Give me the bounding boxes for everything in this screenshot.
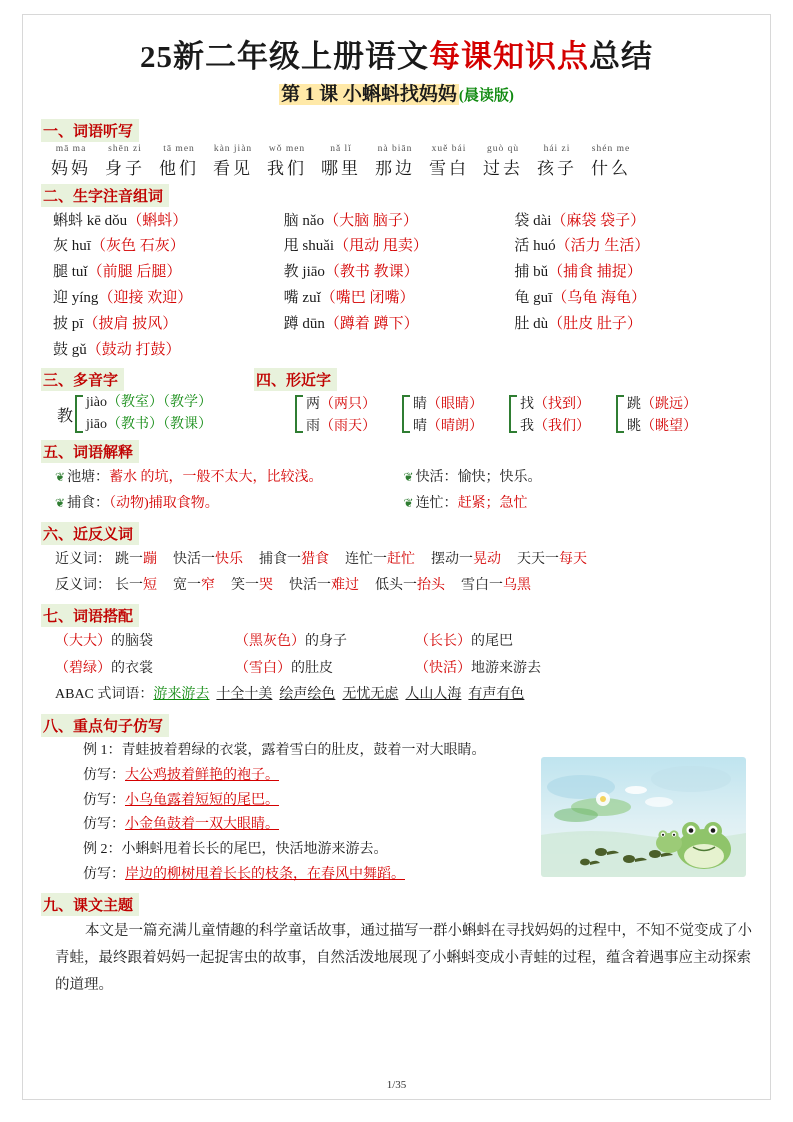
char-words: （肚皮 肚子） [548,315,642,332]
synonyms-row [55,547,752,573]
explanations-left [55,465,404,517]
explanation-word: 快活： [415,470,458,486]
new-character-item [284,234,515,260]
brace-icon [75,395,83,433]
new-character-item [514,260,745,286]
char-words: （灰色 石灰） [90,238,185,255]
word-hanzi: 妈妈 [51,158,91,178]
char: 鼓 [53,341,69,358]
dictation-word [213,144,253,179]
imitation-text: 大公鸡披着鲜艳的袍子。 [125,767,279,783]
word-hanzi: 孩子 [537,158,577,178]
char-pinyin: huī [71,238,91,255]
char-pinyin: dài [533,212,552,229]
tadpole-frog-illustration [541,757,746,877]
word-pair: 长一短 [115,578,157,594]
imitation-label: 仿写： [83,767,125,783]
similar-char-bottom: 我（我们） [520,419,590,435]
sentence-imitation [41,739,752,888]
new-character-item [514,286,745,312]
word-pinyin: hái zi [543,143,571,154]
dictation-words [41,144,752,179]
explanation-item [404,491,753,517]
polyphone-readings [86,393,212,435]
char-pinyin: kē dǒu [86,212,128,229]
word-pair: 捕食一猎食 [259,552,329,568]
char-pinyin: huó [533,238,556,255]
imitation-label: 仿写： [83,817,125,833]
antonyms-list [115,578,547,593]
brace-icon [402,395,410,433]
char-pinyin: zuǐ [302,290,321,307]
new-character-item [284,209,515,235]
char: 灰 [53,238,69,255]
page-title [41,39,752,75]
word-pinyin: nǎ lǐ [330,143,352,154]
new-character-item [53,338,284,364]
title-suffix: 总结 [589,39,653,74]
imitation-label: 例 1： [83,742,122,758]
brace-icon [509,395,517,433]
char-pinyin: dù [533,315,549,332]
leaf-icon: ❦ [55,470,66,485]
dictation-word [105,144,145,179]
new-character-item [53,209,284,235]
section-heading-6: 六、近反义词 [41,522,139,545]
imitation-label: 仿写： [83,792,125,808]
word-hanzi: 我们 [267,158,307,178]
char-pinyin: dūn [302,315,325,332]
word-pair: 快活一难过 [289,578,359,594]
explanation-text: 愉快；快乐。 [457,470,542,486]
new-character-item [284,286,515,312]
explanation-text: （动物)捕取食物。 [109,496,219,512]
word-collocations [41,629,752,709]
similar-char-bottom: 晴（晴朗） [413,419,483,435]
word-pinyin: mā ma [55,143,87,154]
char: 蝌蚪 [53,212,84,229]
explanation-text: 蓄水 的坑，一般不太大，比较浅。 [109,470,323,486]
word-pinyin: guò qù [486,143,520,154]
new-character-item [514,234,745,260]
dictation-word [267,144,307,179]
collocation-rows [55,629,752,682]
char: 教 [283,264,299,281]
char-pinyin: shuǎi [302,238,335,255]
similar-char-top: 两（两只） [306,397,376,413]
char-pinyin: jiāo [302,264,325,281]
polyphone-group [41,393,287,435]
dictation-word [51,144,91,179]
reading-words: （教室）（教学） [107,395,213,411]
char: 活 [514,238,530,255]
collocation-item: （雪白）的肚皮 [235,660,333,676]
imitation-text: 小蝌蚪甩着长长的尾巴，快活地游来游去。 [121,842,388,858]
explanation-word: 池塘： [67,470,110,486]
word-pair: 宽一窄 [173,578,215,594]
explanation-item [404,465,753,491]
char-pinyin: yíng [71,290,99,307]
char-pinyin: nǎo [302,212,325,229]
word-pair: 跳一蹦 [115,552,157,568]
abac-label: ABAC 式词语： [55,687,154,703]
char-words: （甩动 甩卖） [334,238,428,255]
new-character-item [53,312,284,338]
similar-char-bottom: 雨（雨天） [306,419,376,435]
lesson-subtitle [41,79,752,106]
char: 嘴 [283,290,299,307]
page-number: 1/35 [386,1079,407,1091]
abac-word: 人山人海 [405,687,462,703]
char-words: （迎接 欢迎） [98,290,193,307]
new-character-item [514,209,745,235]
word-hanzi: 那边 [375,158,415,178]
char-pinyin: bǔ [533,264,549,281]
dictation-word [375,144,415,179]
brace-icon [616,395,624,433]
new-characters-list [41,209,752,364]
new-character-item [284,260,515,286]
word-explanations [41,465,752,517]
text-theme [41,918,752,998]
word-pair: 连忙一赶忙 [345,552,415,568]
word-hanzi: 身子 [105,158,145,178]
explanation-item [55,465,404,491]
word-hanzi: 什么 [591,158,631,178]
synonyms-list [115,552,603,567]
abac-word: 无忧无虑 [342,687,399,703]
dictation-word [429,144,469,179]
dictation-word [537,144,577,179]
word-pinyin: kàn jiàn [213,143,253,154]
char-words: （乌龟 海龟） [552,290,647,307]
imitation-text: 岸边的柳树甩着长长的枝条，在春风中舞蹈。 [125,867,405,883]
section-heading-7: 七、词语搭配 [41,604,139,627]
char-words: （鼓动 打鼓） [86,341,181,358]
reading-pinyin: jiāo [86,417,108,433]
word-pinyin: shēn zi [108,143,142,154]
leaf-icon: ❦ [403,470,414,485]
section-heading-4: 四、形近字 [254,368,337,391]
polyphone-and-similar-row [41,393,752,435]
dictation-word [321,144,361,179]
section-heading-8: 八、重点句子仿写 [41,714,169,737]
explanation-word: 连忙： [415,496,458,512]
imitation-text: 青蛙披着碧绿的衣裳，露着雪白的肚皮，鼓着一对大眼睛。 [121,742,486,758]
section-heading-9: 九、课文主题 [41,893,139,916]
leaf-icon: ❦ [403,496,414,511]
char: 捕 [514,264,530,281]
word-pinyin: nà biān [377,143,413,154]
word-pinyin: shén me [591,143,631,154]
abac-row [55,682,752,709]
lesson-edition: (晨读版) [458,87,514,104]
char-pinyin: guī [533,290,553,307]
char: 袋 [514,212,530,229]
section-heading-1: 一、词语听写 [41,119,139,142]
char-words: （教书 教课） [324,264,419,281]
title-highlight: 每课知识点 [429,39,589,74]
abac-word: 游来游去 [153,687,210,703]
dictation-word [591,144,631,179]
abac-word: 绘声绘色 [279,687,336,703]
new-character-item [514,312,745,338]
new-character-item [53,234,284,260]
similar-char-top: 找（找到） [520,397,590,413]
similar-char-bottom: 眺（眺望） [627,419,697,435]
char: 披 [53,315,69,332]
char-words: （嘴巴 闭嘴） [320,290,415,307]
explanations-right [404,465,753,517]
char-words: （捕食 捕捉） [548,264,642,281]
lesson-name: 第 1 课 小蝌蚪找妈妈 [281,83,457,105]
char: 迎 [53,290,69,307]
word-hanzi: 看见 [213,158,253,178]
word-hanzi: 他们 [159,158,199,178]
char-words: （活力 生活） [555,238,650,255]
char-pinyin: pī [71,315,84,332]
synonyms-label: 近义词： [55,552,111,568]
imitation-text: 小乌龟露着短短的尾巴。 [125,792,279,808]
collocation-item: （快活）地游来游去 [415,660,541,676]
char: 龟 [514,290,530,307]
theme-paragraph: 本文是一篇充满儿童情趣的科学童话故事，通过描写一群小蝌蚪在寻找妈妈的过程中，不知不觉变成了小青蛙，最终跟着妈妈一起捉害虫的故事，自然活泼地展现了小蝌蚪变成小青蛙的过程，蕴含着遇事应主动探索的道理。 [55,923,752,993]
brace-icon [295,395,303,433]
similar-character-group [295,393,376,435]
abac-list [153,687,531,702]
char-words: （蹲着 蹲下） [324,315,419,332]
reading-pinyin: jiào [86,395,108,411]
new-character-item [284,312,515,338]
synonyms-antonyms [41,547,752,599]
word-pair: 快活一快乐 [173,552,243,568]
word-hanzi: 过去 [483,158,523,178]
collocation-item: （黑灰色）的身子 [235,633,347,649]
new-character-item [53,260,284,286]
word-pair: 天天一每天 [517,552,587,568]
char-words: （大脑 脑子） [324,212,418,229]
similar-characters [287,393,697,435]
section-heading-2: 二、生字注音组词 [41,184,169,207]
imitation-label: 仿写： [83,867,125,883]
word-pinyin: xuě bái [431,143,467,154]
dictation-word [159,144,199,179]
word-pair: 摆动一晃动 [431,552,501,568]
reading-words: （教书）（教课） [107,417,213,433]
imitation-label: 例 2： [83,842,122,858]
char-words: （披肩 披风） [83,315,178,332]
char-pinyin: tuǐ [71,264,88,281]
char: 脑 [283,212,299,229]
leaf-icon: ❦ [55,496,66,511]
word-hanzi: 哪里 [321,158,361,178]
explanation-item [55,491,404,517]
collocation-item: （长长）的尾巴 [415,633,513,649]
section-heading-5: 五、词语解释 [41,440,139,463]
title-prefix: 25新二年级上册语文 [140,39,429,74]
similar-character-group [616,393,697,435]
char: 肚 [514,315,530,332]
collocation-item: （碧绿）的衣裳 [55,660,153,676]
antonyms-row [55,573,752,599]
char-words: （前腿 后腿） [87,264,182,281]
explanation-word: 捕食： [67,496,110,512]
similar-char-top: 睛（眼睛） [413,397,483,413]
explanation-text: 赶紧；急忙 [457,496,528,512]
abac-word: 有声有色 [468,687,525,703]
similar-character-group [509,393,590,435]
char: 蹲 [283,315,299,332]
collocation-item: （大大）的脑袋 [55,633,153,649]
word-pinyin: tā men [163,143,195,154]
similar-char-top: 跳（跳远） [627,397,697,413]
dictation-word [483,144,523,179]
char-words: （蝌蚪） [127,212,188,229]
word-pair: 笑一哭 [231,578,273,594]
word-pinyin: wǒ men [268,143,306,154]
polyphone-reading [86,415,212,435]
word-pair: 雪白一乌黑 [461,578,531,594]
char-pinyin: gǔ [71,341,87,358]
section-heading-3: 三、多音字 [41,368,124,391]
new-character-item [53,286,284,312]
antonyms-label: 反义词： [55,578,111,594]
abac-word: 十全十美 [216,687,273,703]
collocation-row [55,629,752,656]
word-pair: 低头一抬头 [375,578,445,594]
similar-character-group [402,393,483,435]
polyphone-char: 教 [57,407,74,425]
char-words: （麻袋 袋子） [551,212,646,229]
section-heading-3-4-row [41,363,752,393]
collocation-row [55,656,752,683]
document-page [22,14,771,1100]
char: 甩 [283,238,299,255]
word-hanzi: 雪白 [429,158,469,178]
polyphone-reading [86,393,212,413]
imitation-text: 小金鱼鼓着一双大眼睛。 [125,817,279,833]
char: 腿 [53,264,69,281]
